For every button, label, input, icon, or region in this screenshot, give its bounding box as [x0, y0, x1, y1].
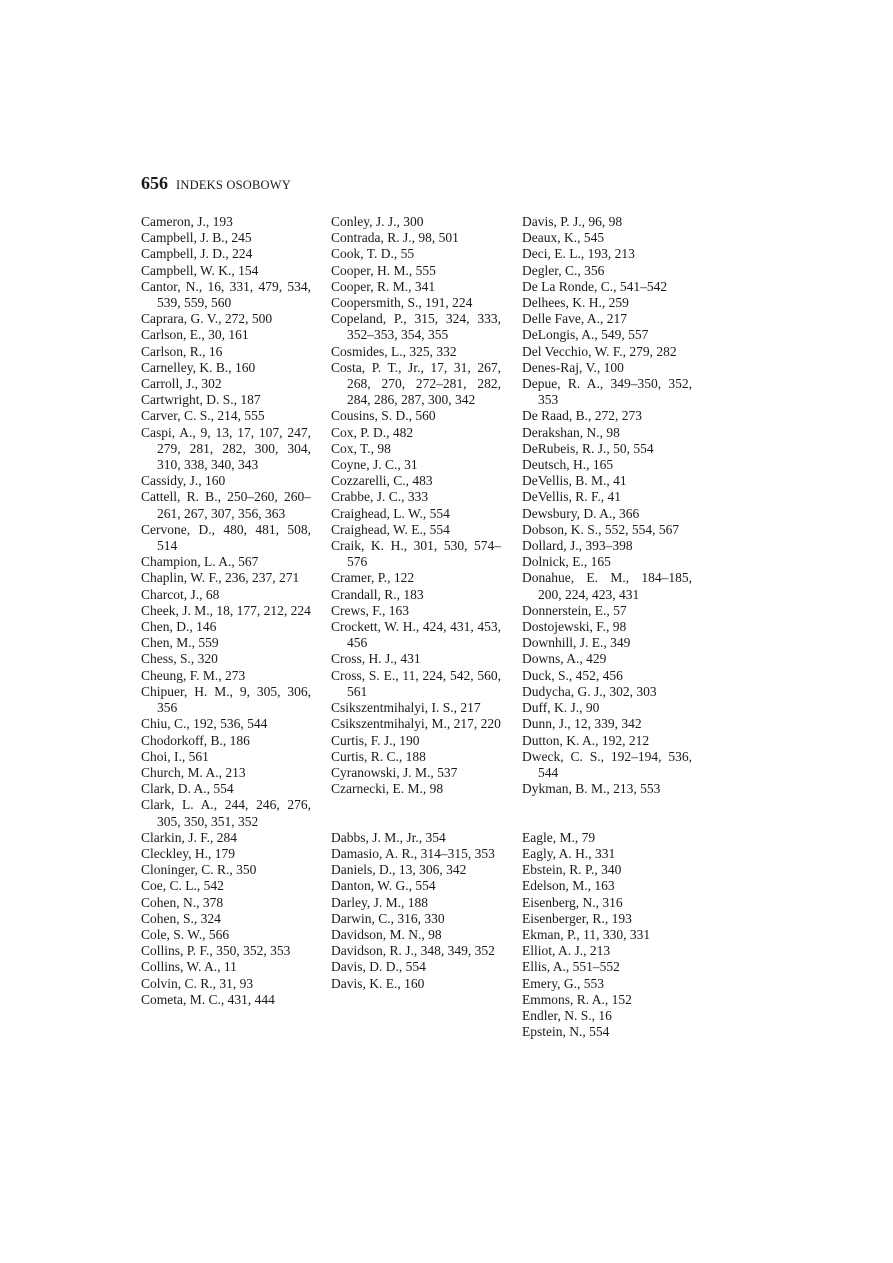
- index-column-2: [331, 214, 501, 992]
- index-entry: Chiu, C., 192, 536, 544: [141, 716, 268, 732]
- index-entry: Delhees, K. H., 259: [522, 295, 629, 311]
- index-entry: DeVellis, R. F., 41: [522, 489, 622, 505]
- index-entry: Cyranowski, J. M., 537: [331, 764, 458, 780]
- index-entry: Davis, D. D., 554: [331, 959, 426, 975]
- index-entry: Dweck, C. S., 192–194, 536, 544: [522, 748, 692, 780]
- index-entry: Danton, W. G., 554: [331, 878, 436, 894]
- letter-group-gap: [522, 814, 692, 830]
- index-entry: Cook, T. D., 55: [331, 246, 415, 262]
- index-entry: Eisenberg, N., 316: [522, 894, 623, 910]
- index-entry: Davidson, M. N., 98: [331, 926, 442, 942]
- index-entry: Craighead, L. W., 554: [331, 505, 450, 521]
- letter-group-gap: [331, 814, 501, 830]
- index-entry: Cozzarelli, C., 483: [331, 473, 433, 489]
- index-entry: Davis, K. E., 160: [331, 975, 425, 991]
- index-entry: Crandall, R., 183: [331, 586, 424, 602]
- index-group-d: [331, 830, 501, 992]
- index-entry: Clark, L. A., 244, 246, 276, 305, 350, 351, 352: [141, 797, 311, 829]
- index-entry: Cooper, R. M., 341: [331, 278, 436, 294]
- index-entry: Ekman, P., 11, 330, 331: [522, 926, 651, 942]
- index-entry: Cassidy, J., 160: [141, 473, 226, 489]
- index-column-3: [522, 214, 692, 1040]
- index-entry: Dykman, B. M., 213, 553: [522, 781, 661, 797]
- index-entry: Degler, C., 356: [522, 262, 605, 278]
- index-entry: De La Ronde, C., 541–542: [522, 278, 668, 294]
- index-entry: Cross, S. E., 11, 224, 542, 560, 561: [331, 667, 501, 699]
- index-entry: Curtis, R. C., 188: [331, 748, 426, 764]
- index-entry: Dobson, K. S., 552, 554, 567: [522, 521, 680, 537]
- index-entry: Cox, T., 98: [331, 440, 391, 456]
- index-entry: Darwin, C., 316, 330: [331, 910, 445, 926]
- index-entry: Conley, J. J., 300: [331, 214, 424, 229]
- index-entry: Chess, S., 320: [141, 651, 218, 667]
- index-entry: Emmons, R. A., 152: [522, 991, 632, 1007]
- index-entry: Deci, E. L., 193, 213: [522, 246, 635, 262]
- index-entry: DeRubeis, R. J., 50, 554: [522, 440, 654, 456]
- index-entry: Daniels, D., 13, 306, 342: [331, 862, 467, 878]
- index-entry: Eagle, M., 79: [522, 829, 596, 845]
- index-entry: Duck, S., 452, 456: [522, 667, 623, 683]
- index-entry: Cheung, F. M., 273: [141, 667, 246, 683]
- index-entry: Denes-Raj, V., 100: [522, 359, 624, 375]
- index-entry: Cox, P. D., 482: [331, 424, 414, 440]
- index-entry: Depue, R. A., 349–350, 352, 353: [522, 376, 692, 408]
- index-entry: Cramer, P., 122: [331, 570, 415, 586]
- index-entry: Dutton, K. A., 192, 212: [522, 732, 650, 748]
- index-entry: Downs, A., 429: [522, 651, 607, 667]
- index-entry: Crabbe, J. C., 333: [331, 489, 429, 505]
- index-entry: DeLongis, A., 549, 557: [522, 327, 649, 343]
- index-entry: Davidson, R. J., 348, 349, 352: [331, 943, 495, 959]
- index-entry: DeVellis, B. M., 41: [522, 473, 627, 489]
- index-entry: Campbell, J. B., 245: [141, 230, 252, 246]
- index-entry: Edelson, M., 163: [522, 878, 615, 894]
- index-entry: Cervone, D., 480, 481, 508, 514: [141, 521, 311, 554]
- index-entry: Collins, P. F., 350, 352, 353: [141, 943, 291, 959]
- index-entry: Craighead, W. E., 554: [331, 521, 450, 537]
- index-entry: Cosmides, L., 325, 332: [331, 343, 457, 359]
- index-entry: Carlson, E., 30, 161: [141, 327, 249, 343]
- index-entry: Deaux, K., 545: [522, 230, 605, 246]
- index-entry: Dudycha, G. J., 302, 303: [522, 683, 657, 699]
- index-entry: Cattell, R. B., 250–260, 260–261, 267, 307, 356, 363: [141, 489, 311, 521]
- index-entry: Church, M. A., 213: [141, 764, 246, 780]
- index-entry: Cameron, J., 193: [141, 214, 233, 229]
- index-group-e: [522, 830, 692, 1041]
- index-entry: Cross, H. J., 431: [331, 651, 421, 667]
- index-entry: Delle Fave, A., 217: [522, 311, 627, 327]
- index-entry: Campbell, W. K., 154: [141, 262, 259, 278]
- index-entry: Darley, J. M., 188: [331, 894, 428, 910]
- index-entry: Dostojewski, F., 98: [522, 619, 627, 635]
- index-entry: Cousins, S. D., 560: [331, 408, 436, 424]
- index-entry: Del Vecchio, W. F., 279, 282: [522, 343, 677, 359]
- index-entry: Crockett, W. H., 424, 431, 453, 456: [331, 619, 501, 651]
- index-entry: Csikszentmihalyi, M., 217, 220: [331, 716, 501, 732]
- index-entry: Crews, F., 163: [331, 602, 410, 618]
- index-entry: Czarnecki, E. M., 98: [331, 781, 444, 797]
- index-entry: Dollard, J., 393–398: [522, 538, 633, 554]
- index-entry: Chaplin, W. F., 236, 237, 271: [141, 570, 300, 586]
- index-entry: Cloninger, C. R., 350: [141, 862, 257, 878]
- letter-group-gap: [522, 797, 692, 813]
- index-entry: Cohen, S., 324: [141, 910, 221, 926]
- index-entry: Duff, K. J., 90: [522, 700, 600, 716]
- index-entry: Collins, W. A., 11: [141, 959, 237, 975]
- index-entry: Downhill, J. E., 349: [522, 635, 631, 651]
- index-entry: Charcot, J., 68: [141, 586, 220, 602]
- index-entry: Choi, I., 561: [141, 748, 209, 764]
- index-entry: Deutsch, H., 165: [522, 457, 614, 473]
- letter-group-gap: [331, 797, 501, 813]
- index-group-d-cont: [522, 214, 692, 797]
- index-entry: Cometa, M. C., 431, 444: [141, 991, 275, 1007]
- index-entry: Cole, S. W., 566: [141, 926, 230, 942]
- index-entry: Donahue, E. M., 184–185, 200, 224, 423, 431: [522, 570, 692, 602]
- index-entry: Coe, C. L., 542: [141, 878, 224, 894]
- index-entry: Csikszentmihalyi, I. S., 217: [331, 700, 481, 716]
- index-entry: Costa, P. T., Jr., 17, 31, 267, 268, 270, 272–281, 282, 284, 286, 287, 300, 342: [331, 359, 501, 408]
- index-entry: Caspi, A., 9, 13, 17, 107, 247, 279, 281, 282, 300, 304, 310, 338, 340, 343: [141, 424, 311, 473]
- index-group-c: [331, 214, 501, 797]
- index-entry: Dabbs, J. M., Jr., 354: [331, 829, 446, 845]
- index-entry: Contrada, R. J., 98, 501: [331, 230, 459, 246]
- index-entry: De Raad, B., 272, 273: [522, 408, 642, 424]
- index-entry: Cohen, N., 378: [141, 894, 224, 910]
- index-entry: Cheek, J. M., 18, 177, 212, 224: [141, 602, 311, 618]
- index-entry: Emery, G., 553: [522, 975, 604, 991]
- index-entry: Curtis, F. J., 190: [331, 732, 420, 748]
- index-entry: Cooper, H. M., 555: [331, 262, 436, 278]
- page-header: [141, 173, 291, 194]
- index-entry: Colvin, C. R., 31, 93: [141, 975, 254, 991]
- index-entry: Cartwright, D. S., 187: [141, 392, 261, 408]
- index-entry: Champion, L. A., 567: [141, 554, 259, 570]
- index-entry: Cleckley, H., 179: [141, 845, 235, 861]
- index-entry: Chodorkoff, B., 186: [141, 732, 250, 748]
- index-entry: Elliot, A. J., 213: [522, 943, 611, 959]
- index-column-1: [141, 214, 311, 1008]
- index-entry: Damasio, A. R., 314–315, 353: [331, 845, 495, 861]
- index-entry: Craik, K. H., 301, 530, 574–576: [331, 538, 501, 570]
- index-entry: Chen, D., 146: [141, 619, 217, 635]
- running-head: INDEKS OSOBOWY: [176, 178, 291, 192]
- index-entry: Davis, P. J., 96, 98: [522, 214, 623, 229]
- index-entry: Endler, N. S., 16: [522, 1007, 612, 1023]
- index-entry: Ebstein, R. P., 340: [522, 862, 622, 878]
- index-entry: Eagly, A. H., 331: [522, 845, 616, 861]
- index-entry: Clarkin, J. F., 284: [141, 829, 238, 845]
- index-entry: Copeland, P., 315, 324, 333, 352–353, 354, 355: [331, 311, 501, 343]
- index-entry: Ellis, A., 551–552: [522, 959, 620, 975]
- index-entry: Dunn, J., 12, 339, 342: [522, 716, 642, 732]
- index-entry: Chipuer, H. M., 9, 305, 306, 356: [141, 683, 311, 716]
- index-entry: Caprara, G. V., 272, 500: [141, 311, 273, 327]
- index-entry: Campbell, J. D., 224: [141, 246, 253, 262]
- index-entry: Dolnick, E., 165: [522, 554, 611, 570]
- index-entry: Coopersmith, S., 191, 224: [331, 295, 473, 311]
- index-entry: Coyne, J. C., 31: [331, 457, 418, 473]
- page-number: 656: [141, 173, 168, 193]
- index-entry: Carroll, J., 302: [141, 376, 222, 392]
- index-entry: Carnelley, K. B., 160: [141, 359, 256, 375]
- index-entry: Eisenberger, R., 193: [522, 910, 632, 926]
- index-entry: Chen, M., 559: [141, 635, 219, 651]
- index-entry: Dewsbury, D. A., 366: [522, 505, 640, 521]
- index-entry: Donnerstein, E., 57: [522, 602, 627, 618]
- index-entry: Derakshan, N., 98: [522, 424, 620, 440]
- index-entry: Epstein, N., 554: [522, 1024, 610, 1040]
- index-entry: Clark, D. A., 554: [141, 781, 234, 797]
- index-entry: Carver, C. S., 214, 555: [141, 408, 265, 424]
- index-entry: Carlson, R., 16: [141, 343, 223, 359]
- index-entry: Cantor, N., 16, 331, 479, 534, 539, 559, 560: [141, 278, 311, 311]
